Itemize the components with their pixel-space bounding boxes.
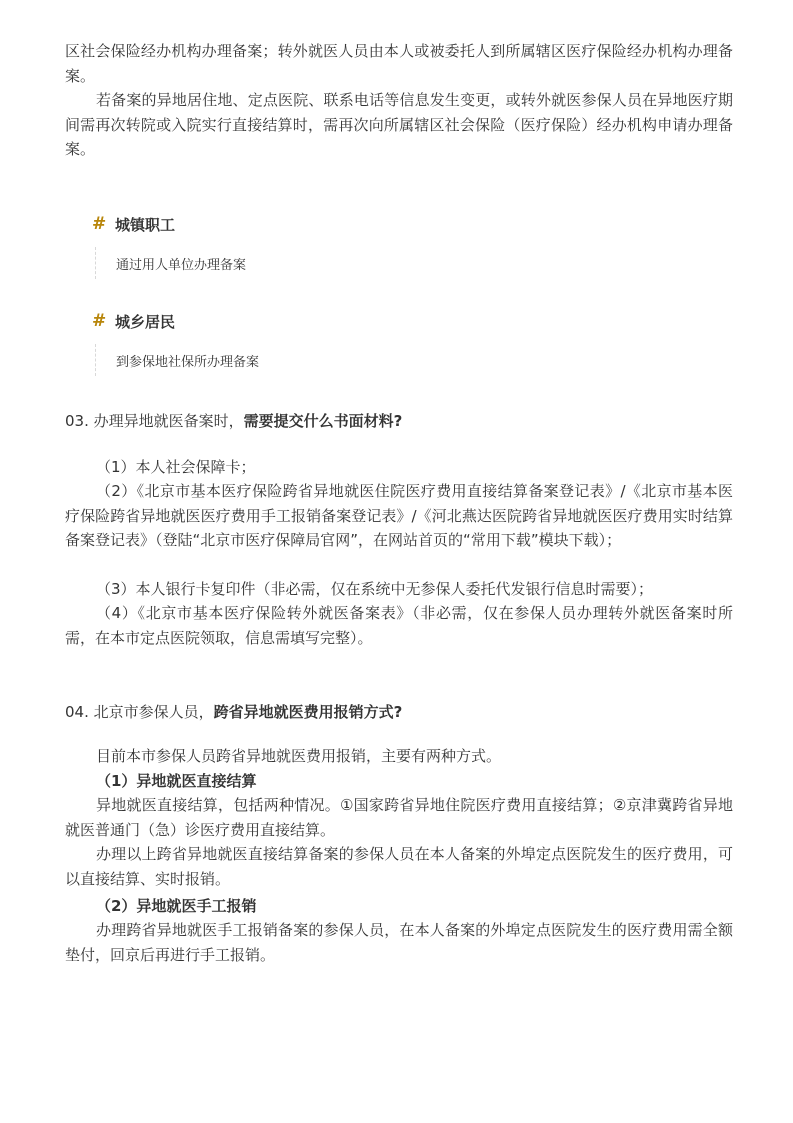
category-heading-urban-rural-resident [92,309,175,333]
category-title: 城镇职工 [115,215,176,234]
question-04 [65,700,733,724]
category-heading-urban-employee [92,212,175,236]
hash-icon: # [92,310,107,331]
material-item-3: （3）本人银行卡复印件（非必需，仅在系统中无参保人委托代发银行信息时需要）； [96,580,654,598]
question-prefix: 03. 办理异地就医备案时， [65,412,244,430]
way-2-title: （2）异地就医手工报销 [96,897,257,915]
way-1-paragraph-1: 异地就医直接结算，包括两种情况。①国家跨省异地住院医疗费用直接结算；②京津冀跨省异地就医普通门（急）诊医疗费用直接结算。 [65,796,733,839]
way-1-paragraph-2: 办理以上跨省异地就医直接结算备案的参保人员在本人备案的外埠定点医院发生的医疗费用，可以直接结算、实时报销。 [65,845,733,888]
question-emphasis: 需要提交什么书面材料? [243,412,403,430]
material-item-2: （2）《北京市基本医疗保险跨省异地就医住院医疗费用直接结算备案登记表》/《北京市基本医疗保险跨省异地就医医疗费用手工报销备案登记表》/《河北燕达医院跨省异地就医医疗费用实时结算备案登记表》（登陆“北京市医疗保障局官网”，在网站首页的“常用下载”模块下载）； [65,482,733,549]
way-1-title: （1）异地就医直接结算 [96,772,257,790]
category-body-urban-employee [95,247,246,279]
hash-icon: # [92,213,107,234]
way-2-paragraph-1: 办理跨省异地就医手工报销备案的参保人员，在本人备案的外埠定点医院发生的医疗费用需全额垫付，回京后再进行手工报销。 [65,921,733,964]
category-title: 城乡居民 [115,312,176,331]
question-prefix: 04. 北京市参保人员， [65,703,214,721]
category-text: 到参保地社保所办理备案 [116,354,260,370]
category-text: 通过用人单位办理备案 [116,257,247,273]
category-body-urban-rural-resident [95,344,259,376]
question-emphasis: 跨省异地就医费用报销方式? [213,703,403,721]
material-item-1: （1）本人社会保障卡； [96,458,256,476]
intro-paragraph-2: 若备案的异地居住地、定点医院、联系电话等信息发生变更，或转外就医参保人员在异地医疗期间需再次转院或入院实行直接结算时，需再次向所属辖区社会保险（医疗保险）经办机构申请办理备案。 [65,91,733,158]
material-item-4: （4）《北京市基本医疗保险转外就医备案表》（非必需，仅在参保人员办理转外就医备案时所需，在本市定点医院领取，信息需填写完整）。 [65,604,733,647]
reimbursement-intro: 目前本市参保人员跨省异地就医费用报销，主要有两种方式。 [96,747,502,765]
question-03 [65,409,733,433]
intro-paragraph-1: 区社会保险经办机构办理备案；转外就医人员由本人或被委托人到所属辖区医疗保险经办机构办理备案。 [65,42,733,85]
